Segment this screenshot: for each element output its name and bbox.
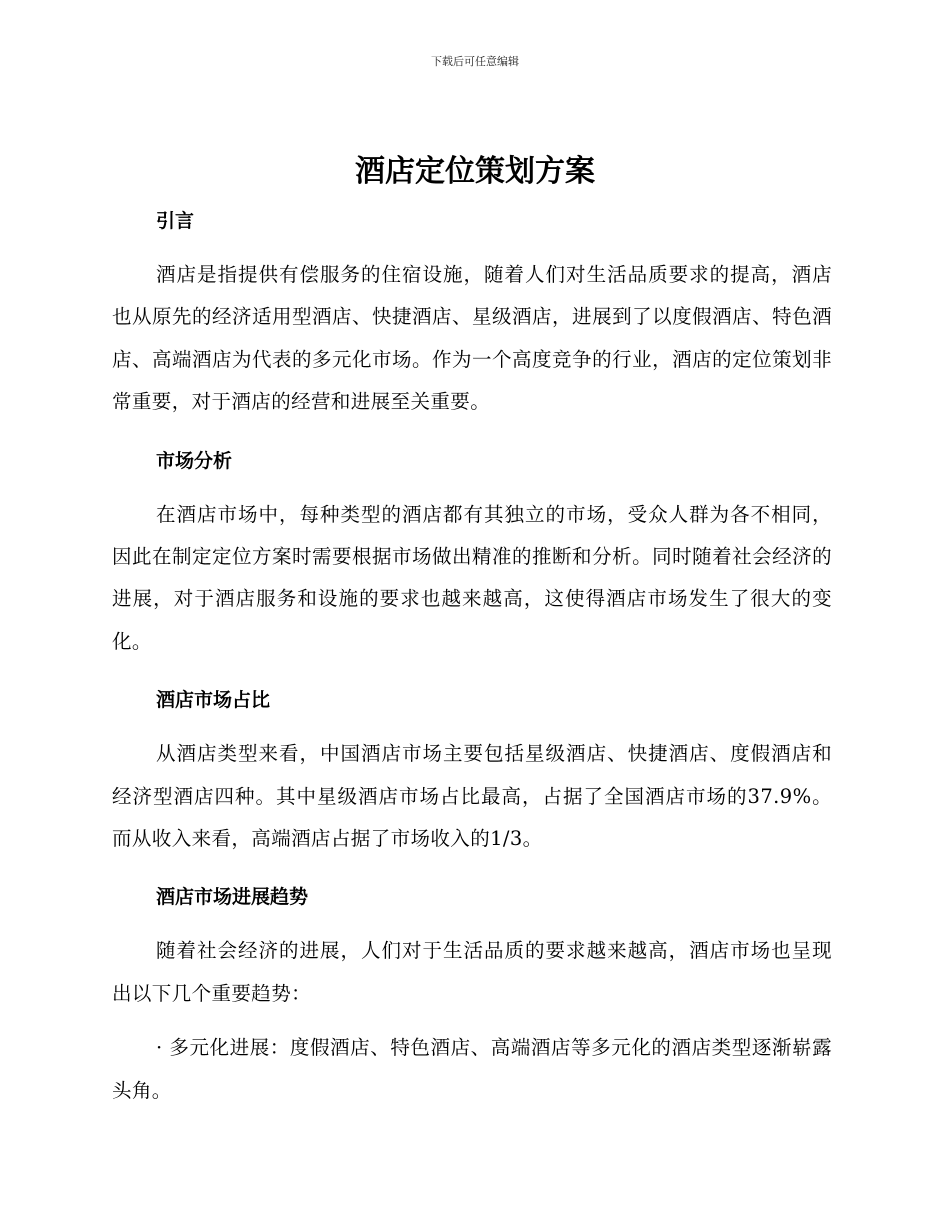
document-body	[112, 200, 832, 1112]
document-title: 酒店定位策划方案	[355, 154, 595, 189]
section-heading-market-share: 酒店市场占比	[156, 689, 271, 712]
paragraph-intro: 酒店是指提供有偿服务的住宿设施，随着人们对生活品质要求的提高，酒店也从原先的经济适用型酒店、快捷酒店、星级酒店，进展到了以度假酒店、特色酒店、高端酒店为代表的多元化市场。作为一个高度竞争的行业，酒店的定位策划非常重要，对于酒店的经营和进展至关重要。	[112, 263, 832, 414]
paragraph-market-analysis: 在酒店市场中，每种类型的酒店都有其独立的市场，受众人群为各不相同，因此在制定定位方案时需要根据市场做出精准的推断和分析。同时随着社会经济的进展，对于酒店服务和设施的要求也越来越高，这使得酒店市场发生了很大的变化。	[112, 502, 832, 653]
bullet-item-diversification: · 多元化进展：度假酒店、特色酒店、高端酒店等多元化的酒店类型逐渐崭露头角。	[112, 1036, 832, 1102]
section-heading-intro: 引言	[156, 210, 195, 232]
paragraph-market-trends: 随着社会经济的进展，人们对于生活品质的要求越来越高，酒店市场也呈现出以下几个重要趋势：	[112, 939, 832, 1005]
paragraph-market-share: 从酒店类型来看，中国酒店市场主要包括星级酒店、快捷酒店、度假酒店和经济型酒店四种。其中星级酒店市场占比最高，占据了全国酒店市场的37.9%。而从收入来看，高端酒店占据了市场收入的1/3。	[112, 742, 832, 851]
header-note: 下载后可任意编辑	[431, 55, 519, 68]
section-heading-market-analysis: 市场分析	[156, 449, 233, 472]
section-heading-market-trends: 酒店市场进展趋势	[156, 886, 309, 909]
